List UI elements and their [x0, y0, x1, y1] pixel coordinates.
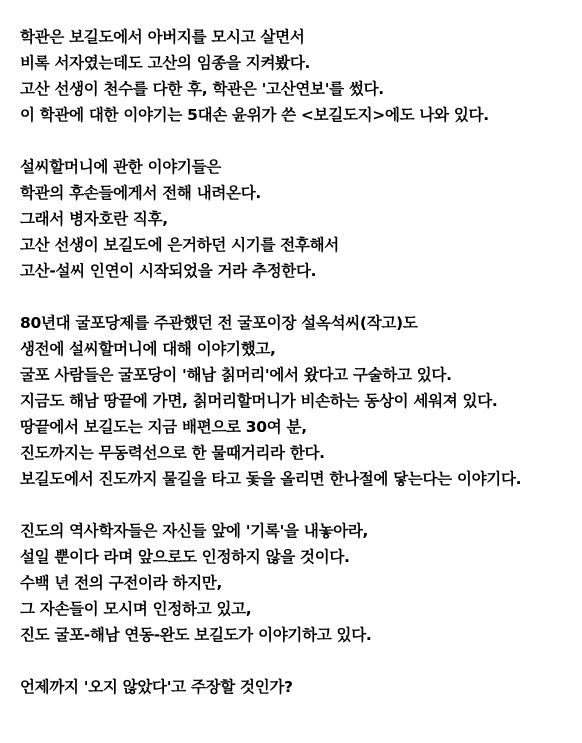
paragraph-2 [20, 154, 576, 284]
paragraph-3 [20, 310, 576, 492]
text-line: 보길도에서 진도까지 물길을 타고 돛을 올리면 한나절에 닿는다는 이야기다. [20, 470, 522, 488]
text-line: 수백 년 전의 구전이라 하지만, [20, 574, 223, 592]
text-line: 고산 선생이 천수를 다한 후, 학관은 '고산연보'를 썼다. [20, 80, 384, 98]
text-line: 고산 선생이 보길도에 은거하던 시기를 전후해서 [20, 236, 339, 254]
text-line: 학관은 보길도에서 아버지를 모시고 살면서 [20, 28, 305, 46]
text-line: 80년대 굴포당제를 주관했던 전 굴포이장 설옥석씨(작고)도 [20, 314, 418, 332]
text-line: 고산-설씨 인연이 시작되었을 거라 추정한다. [20, 262, 317, 280]
text-line: 학관의 후손들에게서 전해 내려온다. [20, 184, 261, 202]
text-line: 그래서 병자호란 직후, [20, 210, 168, 228]
text-line: 생전에 설씨할머니에 대해 이야기했고, [20, 340, 276, 358]
text-line: 이 학관에 대한 이야기는 5대손 윤위가 쓴 <보길도지>에도 나와 있다. [20, 106, 489, 124]
paragraph-5 [20, 674, 576, 700]
text-line: 지금도 해남 땅끝에 가면, 칡머리할머니가 비손하는 동상이 세워져 있다. [20, 392, 498, 410]
paragraph-1 [20, 24, 576, 128]
document-body [20, 24, 576, 726]
paragraph-4 [20, 518, 576, 648]
text-line: 굴포 사람들은 굴포당이 '해남 칡머리'에서 왔다고 구술하고 있다. [20, 366, 452, 384]
text-line: 진도의 역사학자들은 자신들 앞에 '기록'을 내놓아라, [20, 522, 369, 540]
text-line: 진도까지는 무동력선으로 한 물때거리라 한다. [20, 444, 325, 462]
text-line: 설씨할머니에 관한 이야기들은 [20, 158, 221, 176]
text-line: 설일 뿐이다 라며 앞으로도 인정하지 않을 것이다. [20, 548, 350, 566]
text-line: 그 자손들이 모시며 인정하고 있고, [20, 600, 252, 618]
text-line: 진도 굴포-해남 연동-완도 보길도가 이야기하고 있다. [20, 626, 372, 644]
text-line: 땅끝에서 보길도는 지금 배편으로 30여 분, [20, 418, 307, 436]
text-line: 비록 서자였는데도 고산의 임종을 지켜봤다. [20, 54, 311, 72]
text-line: 언제까지 '오지 않았다'고 주장할 것인가? [20, 678, 293, 696]
